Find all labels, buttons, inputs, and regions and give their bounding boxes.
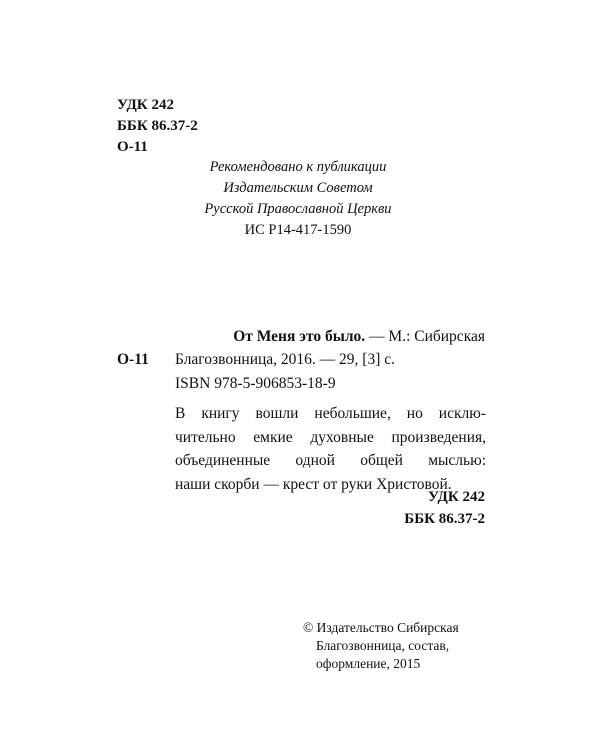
annotation-line: В книгу вошли небольшие, но исклю- [175, 405, 486, 422]
annotation-line: объединенные одной общей мыслью: [175, 452, 486, 469]
recommendation-line: Рекомендовано к публикации [209, 159, 387, 175]
bbk-code-bottom: ББК 86.37-2 [404, 511, 485, 527]
copyright-notice [303, 619, 459, 673]
recommendation-number: ИС Р14-417-1590 [244, 222, 352, 238]
publisher-line: Благозвонница, 2016. — 29, [3] с. [175, 351, 396, 368]
classification-codes-bottom [404, 486, 485, 530]
udk-code-bottom: УДК 242 [428, 489, 485, 505]
annotation-line: чительно емкие духовные произведения, [175, 428, 486, 446]
copyright-line: Благозвонница, состав, [316, 638, 450, 653]
udk-code-top: УДК 242 [117, 97, 174, 113]
annotation [175, 402, 486, 496]
book-title-line [175, 325, 485, 348]
recommendation-line: Русской Православной Церкви [204, 201, 392, 217]
publication-recommendation [160, 157, 436, 241]
bbk-code-top: ББК 86.37-2 [117, 118, 198, 134]
copyright-line: © Издательство Сибирская [303, 620, 459, 635]
author-sign-top: О-11 [117, 139, 148, 155]
annotation-line: наши скорби — крест от руки Христовой. [175, 475, 452, 493]
recommendation-line: Издательским Советом [223, 180, 373, 196]
book-title: От Меня это было. [233, 328, 366, 345]
author-sign: О-11 [117, 351, 149, 368]
publication-place: — М.: Сибирская [365, 328, 485, 345]
isbn: ISBN 978-5-906853-18-9 [175, 375, 336, 392]
copyright-line: оформление, 2015 [316, 656, 421, 671]
